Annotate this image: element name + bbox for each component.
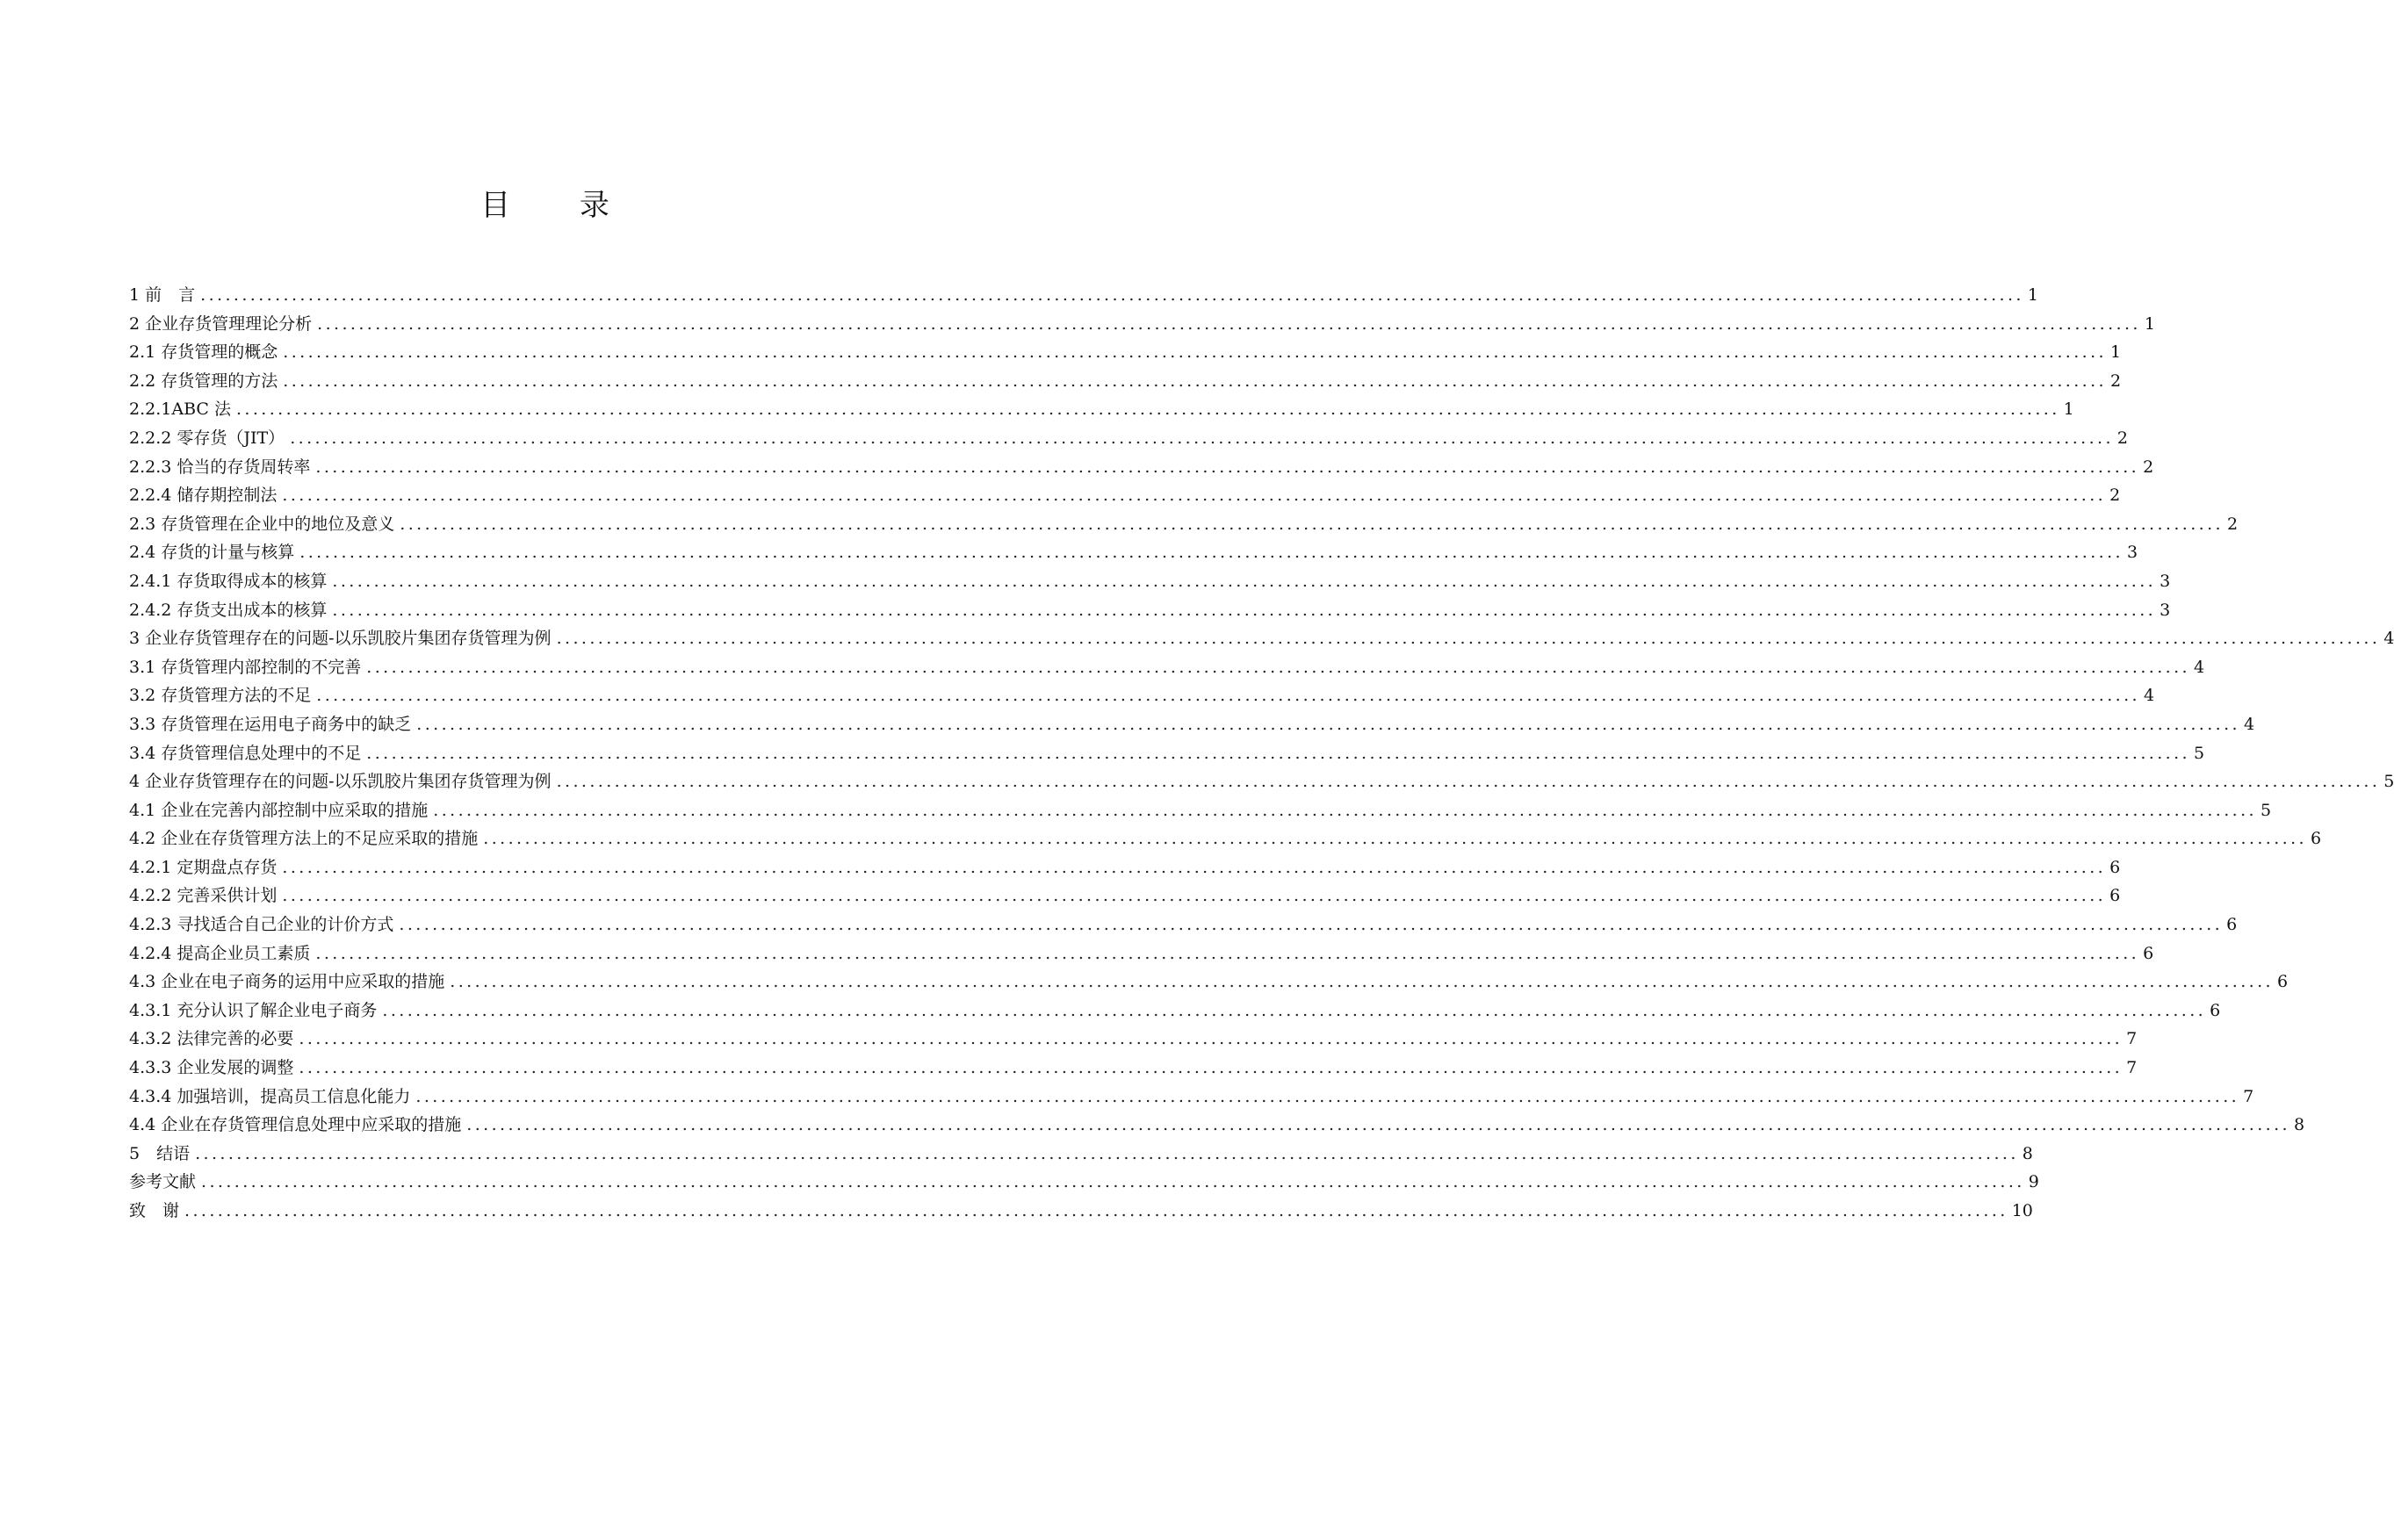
toc-leader-dots: ............................................................................................................................................................................................................................ — [466, 1115, 2290, 1135]
toc-entry-page-number: 5 — [2260, 800, 2272, 820]
toc-entry-label: 2.2.1ABC 法 — [129, 399, 231, 420]
toc-entry-page-number: 9 — [2028, 1172, 2039, 1192]
toc-entry-label: 2.2 存货管理的方法 — [129, 371, 278, 391]
toc-leader-dots: ............................................................................................................................................................................................................................ — [433, 800, 2257, 820]
toc-entry[interactable] — [129, 997, 2221, 1025]
toc-entry-page-number: 1 — [2109, 342, 2122, 363]
toc-entry-page-number: 2 — [2109, 371, 2122, 391]
toc-entry-label: 4.3.4 加强培训，提高员工信息化能力 — [129, 1086, 411, 1106]
toc-entry-page-number: 7 — [2126, 1058, 2138, 1078]
toc-entry-page-number: 2 — [2116, 428, 2128, 448]
toc-entry-label: 4.3.1 充分认识了解企业电子商务 — [129, 1000, 378, 1020]
toc-entry-page-number: 10 — [2011, 1201, 2033, 1220]
toc-entry-label: 2.4.2 存货支出成本的核算 — [129, 600, 328, 620]
toc-entry[interactable] — [129, 538, 2138, 567]
toc-leader-dots: ............................................................................................................................................................................................................................ — [290, 428, 2114, 448]
toc-leader-dots: ............................................................................................................................................................................................................................ — [399, 915, 2224, 935]
toc-leader-dots: ............................................................................................................................................................................................................................ — [200, 285, 2024, 305]
toc-entry-label: 2.2.3 恰当的存货周转率 — [129, 457, 311, 477]
toc-entry[interactable] — [129, 1168, 2039, 1197]
toc-entry-page-number: 2 — [2143, 457, 2154, 477]
toc-leader-dots: ............................................................................................................................................................................................................................ — [283, 342, 2107, 363]
toc-entry-label: 4.2.2 完善采供计划 — [129, 886, 278, 906]
toc-entry-page-number: 4 — [2193, 657, 2205, 677]
toc-entry-page-number: 7 — [2243, 1086, 2254, 1106]
toc-entry[interactable] — [129, 310, 2155, 339]
toc-entry-page-number: 3 — [2160, 600, 2171, 620]
toc-entry-page-number: 6 — [2310, 829, 2322, 849]
toc-entry-page-number: 6 — [2109, 857, 2121, 877]
toc-entry[interactable] — [129, 481, 2121, 510]
toc-leader-dots: ............................................................................................................................................................................................................................ — [366, 657, 2190, 677]
toc-entry-label: 4.2.1 定期盘点存货 — [129, 857, 278, 877]
toc-entry-label: 3.2 存货管理方法的不足 — [129, 686, 312, 706]
toc-entry-label: 4.4 企业在存货管理信息处理中应采取的措施 — [129, 1115, 462, 1135]
toc-entry[interactable] — [129, 710, 2255, 739]
toc-entry-label: 2 企业存货管理理论分析 — [129, 313, 313, 334]
toc-entry[interactable] — [129, 624, 2394, 653]
toc-entry[interactable] — [129, 968, 2289, 997]
toc-entry[interactable] — [129, 567, 2171, 596]
toc-entry[interactable] — [129, 939, 2154, 968]
toc-entry[interactable] — [129, 395, 2074, 424]
toc-entry-label: 4 企业存货管理存在的问题-以乐凯胶片集团存货管理为例 — [129, 772, 552, 792]
toc-entry-page-number: 8 — [2022, 1143, 2033, 1163]
toc-entry-label: 4.2 企业在存货管理方法上的不足应采取的措施 — [129, 829, 479, 849]
toc-entry-label: 4.1 企业在完善内部控制中应采取的措施 — [129, 800, 429, 820]
toc-leader-dots: ............................................................................................................................................................................................................................ — [416, 714, 2240, 734]
toc-entry[interactable] — [129, 853, 2121, 882]
toc-entry-page-number: 1 — [2063, 399, 2074, 420]
toc-entry-label: 3.3 存货管理在运用电子商务中的缺乏 — [129, 714, 412, 734]
toc-entry-label: 4.3.3 企业发展的调整 — [129, 1058, 294, 1078]
toc-entry-label: 2.4 存货的计量与核算 — [129, 543, 295, 563]
toc-leader-dots: ............................................................................................................................................................................................................................ — [382, 1000, 2207, 1020]
toc-entry[interactable] — [129, 1111, 2305, 1140]
toc-entry[interactable] — [129, 1054, 2138, 1083]
toc-leader-dots: ............................................................................................................................................................................................................................ — [332, 571, 2157, 591]
toc-entry-label: 5 结语 — [129, 1143, 191, 1163]
toc-entry-page-number: 8 — [2293, 1115, 2305, 1135]
toc-entry-page-number: 6 — [2276, 972, 2289, 992]
toc-leader-dots: ............................................................................................................................................................................................................................ — [400, 514, 2224, 534]
toc-leader-dots: ............................................................................................................................................................................................................................ — [299, 543, 2124, 563]
toc-entry-page-number: 6 — [2226, 915, 2238, 935]
toc-entry-label: 3.1 存货管理内部控制的不完善 — [129, 657, 362, 677]
toc-entry[interactable] — [129, 681, 2155, 710]
toc-entry-page-number: 4 — [2143, 686, 2155, 706]
toc-entry[interactable] — [129, 1083, 2254, 1112]
toc-leader-dots: ............................................................................................................................................................................................................................ — [366, 743, 2190, 763]
page-title: 目 录 — [480, 188, 639, 223]
toc-leader-dots: ............................................................................................................................................................................................................................ — [415, 1086, 2240, 1106]
toc-entry[interactable] — [129, 739, 2205, 768]
toc-entry-page-number: 6 — [2109, 886, 2121, 906]
toc-entry-label: 4.2.3 寻找适合自己企业的计价方式 — [129, 915, 394, 935]
toc-entry-label: 2.2.4 储存期控制法 — [129, 486, 278, 506]
toc-leader-dots: ............................................................................................................................................................................................................................ — [556, 629, 2381, 649]
toc-entry[interactable] — [129, 510, 2239, 539]
toc-entry-page-number: 2 — [2226, 514, 2239, 534]
toc-entry[interactable] — [129, 453, 2154, 482]
toc-entry[interactable] — [129, 882, 2121, 910]
toc-entry[interactable] — [129, 796, 2272, 825]
toc-entry[interactable] — [129, 767, 2394, 796]
toc-entry[interactable] — [129, 424, 2128, 453]
toc-leader-dots: ............................................................................................................................................................................................................................ — [299, 1058, 2124, 1078]
toc-entry[interactable] — [129, 596, 2171, 625]
toc-entry-label: 4.2.4 提高企业员工素质 — [129, 943, 311, 963]
toc-entry-label: 2.2.2 零存货（JIT） — [129, 428, 285, 448]
toc-entry[interactable] — [129, 1140, 2033, 1169]
toc-leader-dots: ............................................................................................................................................................................................................................ — [315, 457, 2140, 477]
toc-entry[interactable] — [129, 281, 2038, 310]
toc-entry-label: 2.4.1 存货取得成本的核算 — [129, 571, 328, 591]
toc-entry-page-number: 4 — [2243, 714, 2255, 734]
toc-entry-label: 4.3 企业在电子商务的运用中应采取的措施 — [129, 972, 445, 992]
table-of-contents — [129, 281, 2394, 1226]
toc-entry[interactable] — [129, 653, 2205, 682]
toc-entry-label: 3.4 存货管理信息处理中的不足 — [129, 743, 362, 763]
toc-entry-page-number: 7 — [2126, 1029, 2138, 1049]
toc-entry-page-number: 1 — [2027, 285, 2038, 305]
toc-leader-dots: ............................................................................................................................................................................................................................ — [235, 399, 2060, 420]
toc-entry-label: 4.3.2 法律完善的必要 — [129, 1029, 294, 1049]
toc-entry-page-number: 3 — [2126, 543, 2138, 563]
toc-entry[interactable] — [129, 824, 2322, 853]
toc-entry-page-number: 3 — [2160, 571, 2171, 591]
toc-entry[interactable] — [129, 367, 2122, 396]
toc-leader-dots: ............................................................................................................................................................................................................................ — [184, 1201, 2008, 1220]
toc-leader-dots: ............................................................................................................................................................................................................................ — [299, 1029, 2124, 1049]
toc-entry[interactable] — [129, 1025, 2138, 1054]
toc-entry-label: 1 前 言 — [129, 285, 196, 305]
toc-entry-label: 3 企业存货管理存在的问题-以乐凯胶片集团存货管理为例 — [129, 629, 552, 649]
toc-entry-page-number: 5 — [2383, 772, 2394, 792]
toc-entry[interactable] — [129, 1197, 2033, 1226]
toc-leader-dots: ............................................................................................................................................................................................................................ — [483, 829, 2307, 849]
toc-leader-dots: ............................................................................................................................................................................................................................ — [316, 686, 2140, 706]
toc-leader-dots: ............................................................................................................................................................................................................................ — [556, 772, 2381, 792]
toc-leader-dots: ............................................................................................................................................................................................................................ — [315, 943, 2140, 963]
toc-leader-dots: ............................................................................................................................................................................................................................ — [283, 371, 2107, 391]
toc-entry-page-number: 2 — [2109, 486, 2121, 506]
toc-entry-label: 参考文献 — [129, 1172, 197, 1192]
toc-entry-page-number: 1 — [2144, 313, 2155, 334]
toc-leader-dots: ............................................................................................................................................................................................................................ — [201, 1172, 2025, 1192]
toc-entry-page-number: 5 — [2193, 743, 2205, 763]
toc-leader-dots: ............................................................................................................................................................................................................................ — [195, 1143, 2019, 1163]
toc-entry[interactable] — [129, 910, 2238, 939]
toc-entry-page-number: 6 — [2210, 1000, 2221, 1020]
toc-entry-label: 2.1 存货管理的概念 — [129, 342, 278, 363]
toc-leader-dots: ............................................................................................................................................................................................................................ — [332, 600, 2157, 620]
toc-leader-dots: ............................................................................................................................................................................................................................ — [282, 857, 2107, 877]
toc-entry-label: 2.3 存货管理在企业中的地位及意义 — [129, 514, 395, 534]
toc-leader-dots: ............................................................................................................................................................................................................................ — [317, 313, 2141, 334]
toc-entry-page-number: 4 — [2383, 629, 2394, 649]
toc-leader-dots: ............................................................................................................................................................................................................................ — [450, 972, 2274, 992]
toc-leader-dots: ............................................................................................................................................................................................................................ — [282, 486, 2107, 506]
toc-entry-label: 致 谢 — [129, 1201, 180, 1220]
toc-leader-dots: ............................................................................................................................................................................................................................ — [282, 886, 2107, 906]
toc-entry-page-number: 6 — [2143, 943, 2154, 963]
toc-entry[interactable] — [129, 338, 2122, 367]
